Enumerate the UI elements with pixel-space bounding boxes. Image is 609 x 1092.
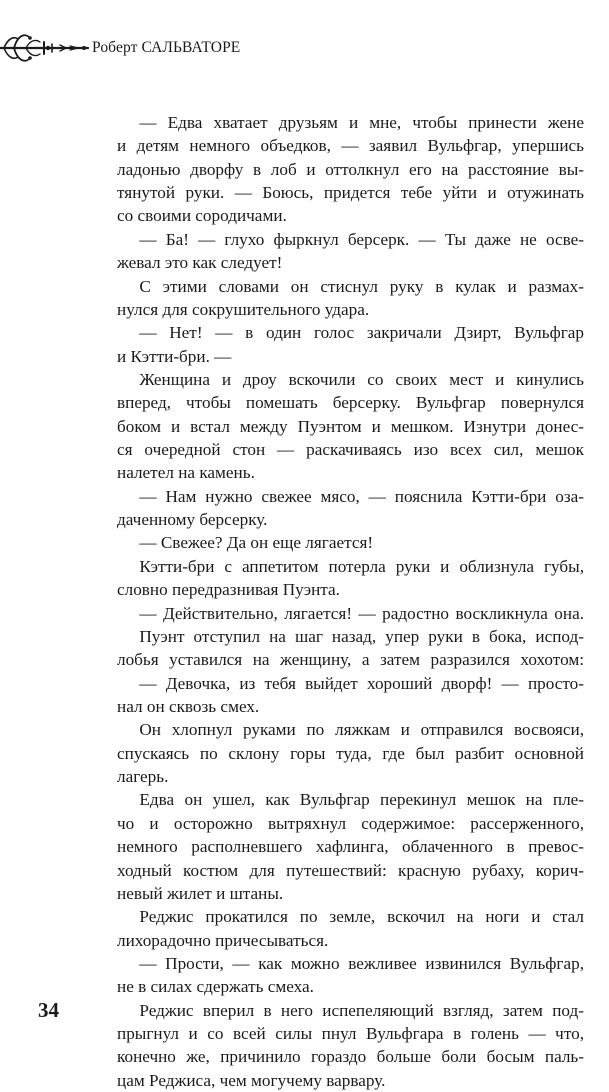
text-line: и детям немного объедков, — заявил Вульфгар, упершись (117, 136, 584, 156)
text-line: жевал это как следует! (117, 253, 283, 273)
text-line: Реджис прокатился по земле, вскочил на ноги и стал (139, 907, 584, 927)
text-line: — Нам нужно свежее мясо, — пояснила Кэтти-бри оза- (139, 486, 584, 506)
text-line: цам Реджиса, чем могучему варвару. (117, 1070, 386, 1090)
text-line: чо и осторожно вытряхнул содержимое: рассерженного, (117, 813, 584, 833)
book-author: Роберт САЛЬВАТОРЕ (92, 39, 241, 56)
text-line: — Действительно, лягается! — радостно воскликнула она. (139, 603, 584, 623)
text-line: Пуэнт отступил на шаг назад, упер руки в бока, испод- (139, 626, 584, 646)
text-line: немного располневшего хафлинга, облаченного в превос- (117, 837, 584, 857)
text-line: ся очередной стон — раскачиваясь изо всех сил, мешок (117, 440, 584, 460)
text-line: — Нет! — в один голос закричали Дзирт, Вульфгар (139, 323, 584, 343)
text-line: Он хлопнул руками по ляжкам и отправился восвояси, (139, 720, 584, 740)
text-line: вперед, чтобы помешать берсерку. Вульфгар повернулся (117, 393, 584, 413)
text-line: налетел на камень. (117, 463, 255, 483)
text-line: прыгнул и со всей силы пнул Вульфгара в голень — что, (117, 1024, 584, 1044)
page-body (117, 111, 584, 1092)
text-line: Женщина и дроу вскочили со своих мест и кинулись (139, 369, 584, 389)
text-line: даченному берсерку. (117, 510, 268, 530)
text-line: спускаясь по склону горы туда, где был разбит основной (117, 743, 584, 763)
text-line: невый жилет и штаны. (117, 883, 284, 903)
text-line: — Ба! — глухо фыркнул берсерк. — Ты даже не осве- (139, 229, 584, 249)
text-line: тянутой руки. — Боюсь, придется тебе уйти и отужинать (117, 183, 584, 203)
text-line: Кэтти-бри с аппетитом потерла руки и облизнула губы, (139, 556, 584, 576)
text-line: — Свежее? Да он еще лягается! (139, 533, 374, 553)
text-line: — Девочка, из тебя выйдет хороший дворф! — просто- (139, 673, 584, 693)
text-line: лобья уставился на женщину, а затем разразился хохотом: (117, 650, 584, 670)
text-line: ладонью дворфу в лоб и оттолкнул его на расстояние вы- (117, 159, 584, 179)
text-line: нал он сквозь смех. (117, 696, 260, 716)
text-line: лагерь. (117, 767, 169, 787)
text-line: ходный костюм для путешествий: красную рубаху, корич- (117, 860, 584, 880)
text-line: — Прости, — как можно вежливее извинился Вульфгар, (139, 953, 584, 973)
text-line: словно передразнивая Пуэнта. (117, 580, 340, 600)
text-line: С этими словами он стиснул руку в кулак и размах- (139, 276, 584, 296)
trident-ornament-icon (0, 30, 92, 66)
text-line: Реджис вперил в него испепеляющий взгляд, затем под- (139, 1000, 584, 1020)
text-line: не в силах сдержать смеха. (117, 977, 314, 997)
text-line: и Кэтти-бри. — (117, 346, 232, 366)
text-line: боком и встал между Пуэнтом и мешком. Изнутри донес- (117, 416, 584, 436)
text-line: — Едва хватает друзьям и мне, чтобы принести жене (139, 113, 584, 132)
text-line: нулся для сокрушительного удара. (117, 299, 370, 319)
page-number: 34 (38, 998, 59, 1022)
text-line: конечно же, причинило гораздо больше боли босым паль- (117, 1047, 584, 1067)
text-line: лихорадочно причесываться. (117, 930, 329, 950)
text-line: со своими сородичами. (117, 206, 287, 226)
running-header (0, 30, 609, 66)
text-line: Едва он ушел, как Вульфгар перекинул мешок на пле- (139, 790, 584, 810)
